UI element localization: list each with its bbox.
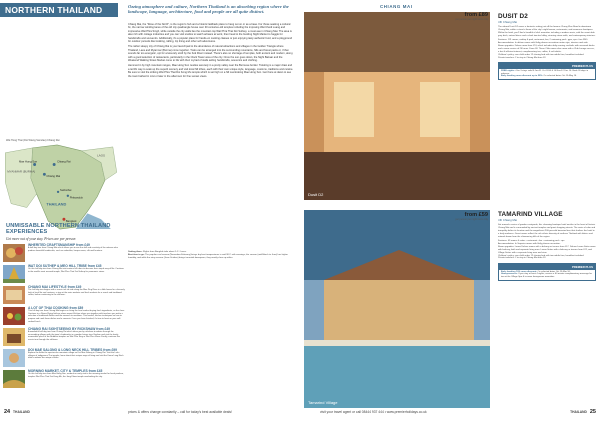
price-from: from £89 <box>464 12 488 18</box>
body-paragraph: Chiang Mai, the "Rose of the North", is the region's hub and a historic laidback place to hang out on or as a base. For those seeking a cultural fix, the narrow winding lanes of the old city quadrangle house over 30 centuries-old temples including the imposing Wat Chedi Luang and impressive Wat Phra Singh, while outside the city walls lies the mountain top Wat Phra That Doi Suthep, a must-see in Chiang Mai. The area is also rich with cottage industries and you can visit studios to watch artisans at work, then head to the bustling Night Market to haggle for handicrafts and souvenirs. Additionally, it's a popular place for hands-on cooking classes or just enjoying tasty authentic food, and a playground for outdoor pursuits like trekking, rafting, zip lining and other soft adventures. <box>128 23 293 44</box>
footer-site: visit your travel agent or call 08444 937 444 • www.premierholidays.co.uk <box>320 410 427 414</box>
region-map <box>2 143 120 231</box>
experience-title: MORNING MARKET, CITY & TEMPLES from £45 <box>28 368 103 373</box>
experience-title: WAT DOI SUTHEP & MEO HILL TRIBE from £45 <box>28 263 102 268</box>
price-note: per person per night room only <box>455 218 488 221</box>
perk-text: On selected dates Oct 15-May 16. <box>543 75 577 78</box>
right-page <box>300 0 600 422</box>
hotel-photo-tamarind <box>304 210 490 408</box>
experience-item <box>0 348 125 368</box>
hotel-photo-dusit <box>304 12 490 200</box>
experience-thumbnail <box>3 328 25 346</box>
intro-text: Ozzing atmosphere and culture, Northern Thailand is an absorbing region where the landscape, language, architecture, food and people are all quite distinct. <box>128 4 289 15</box>
footer-note: prices & offers change constantly – call for today's best available deals! <box>128 410 232 414</box>
page-number: 24 <box>4 409 11 415</box>
price-tag-dusit <box>452 12 488 21</box>
hotel-description: The vibrant Dusit D2 oozes a fantastic setting just off the famous Chang Klan Road in downtown Chiang Mai, within a stone's throw of the city's night bazaar, restaurants, and numerous boutiques. Within the hotel, you'll find a handful of slick amenities including a modern oasis, with the smart dark grey brick, natural decor and a sleek two-tier lobby, stunning stone walls, and contemporary interiors. <box>498 26 596 37</box>
hotel-tamarind <box>498 211 596 281</box>
hotel-private-transfers: Private transfers: 2 to stay in Chiang Mai from £9 <box>498 257 546 260</box>
perks-title: PREMIER PLUS <box>499 63 595 68</box>
hotel-room-upgrades: Room upgrades: Deluxe room from £74, which includes daily evening cocktails with seasonal drinks and a room service of 24 hours. From £8. These Club rooms also come with a Club Lounge access, a fast & efficient internet, complimentary tea, coffee, & soft drinks. <box>498 44 595 53</box>
location-label: CHIANG MAI <box>380 4 413 9</box>
experience-desc: A half day tour from Chiang Mai which allows you to see the skill and creativity of the artisans who produce beautiful handicrafts, such as umbrellas, lacquer ware, silk and furniture. <box>28 246 118 252</box>
hotel-private-transfers: Private transfers: 2 to stay in Chiang Mai from £9 <box>498 56 546 59</box>
map-label-thailand: THAILAND <box>46 201 67 207</box>
experience-thumbnail <box>3 349 25 367</box>
experience-item <box>0 285 125 305</box>
map-label-myanmar: MYANMAR (BURMA) <box>7 169 36 174</box>
location-bar <box>300 4 498 10</box>
experience-title: A LOT OF THAI COOKING from £89 <box>28 305 84 310</box>
perk-text: On selected dates Oct 15-Mar 16. <box>537 270 571 273</box>
map-pin-chiang-rai <box>53 163 56 166</box>
experience-thumbnail <box>3 286 25 304</box>
photo-caption-tamarind: Tamarind Village <box>308 400 338 405</box>
map-label-bangkok: Bangkok <box>65 220 77 224</box>
travel-info-box <box>128 251 294 260</box>
best-time-text: The popular cool season (November-February) brings dry best temperatures in mid 30°C with evenings; the season (mid-March to June) has higher humidity, and while the rainy season (June-October) brings torrential downpours, they mostly clear up within. <box>128 253 288 259</box>
hotel-rating: 4★ Chiang Mai <box>498 218 517 222</box>
hotel-dusit <box>498 13 596 80</box>
body-paragraph: The rather sleepy city of Chiang Rai is your launchpad to the abundance of natural attractions and villages in the Golden Triangle where Thailand, Laos and Myanmar (Burma) come together. Treks can be arranged into the surrounding mountains, hills and forest parks or, if that sounds far too energetic, opt for a leisurely stroll by the Kok River instead. There's also no shortage of temples, both ancient and modern, along with a good selection of restaurants, particularly in the Clock Tower area of the city. Once the sun goes down, the Night Bazaar and the Weekend Walking Street Market come to life with their myriad of stalls selling handicrafts, souvenirs and clothing. <box>128 45 293 63</box>
map-label-phitsanulok: Phitsanulok <box>69 196 83 200</box>
experience-title: INHERITED CRAFTSMANSHIP from £49 <box>28 242 90 247</box>
map-label-chiang-mai: Chiang Mai <box>46 175 61 179</box>
getting-there-label: Getting there: <box>128 251 143 253</box>
perk-text: If you stay at least 4 nights, receive a 60 minute complimentary massage for two at the Village Spa & in-room honeymoon amenities. <box>501 273 592 279</box>
experience-desc: On this half day tour from Mae Hong Son, embark on early visit to the morning market for fresh produce, temples Wat Phra That Doi Kong Mu, the Jong Kham temple overlooking the city. <box>28 372 124 378</box>
price-from: from £59 <box>464 212 488 218</box>
body-paragraph: Hemmed in by high mountain ranges, Mae Hong Son nestles serenely in a pretty valley near the Burmese border. Trekking is a major draw and a terrific way to soak up the superb scenery and visit local hill tribes, each with their own unique style, language, customs, traditions and cuisine. Be sure to visit the striking Wat Phra That Doi Kong Mu temple which is set high on a hill overlooking Mae Hong Son. Get there at dawn to see the town bathed in mist or later in the afternoon for fine sunset views. <box>128 64 294 78</box>
map-pin-phitsanulok <box>67 195 69 197</box>
price-note: per person per night room only <box>455 18 488 21</box>
experience-item <box>0 369 125 389</box>
experience-item <box>0 243 125 263</box>
unmissable-experiences <box>0 223 125 413</box>
section-header <box>0 3 118 17</box>
hotel-accommodation: Accommodation: In deluxe rooms with flatly plasma recreation-center-stye, interiors and safe. <box>498 42 589 45</box>
map-label-sukhothai: Sukhothai <box>60 188 72 192</box>
experience-title: DOI MAE SALONG & LONG NECK HILL TRIBES from £99 <box>28 347 117 352</box>
price-tag-tamarind <box>452 212 488 221</box>
hotel-children-policy: Children's policy: one child under 12 sharing bed with two adults free, breakfast included. <box>498 53 585 56</box>
experience-item <box>0 306 125 326</box>
right-footer <box>570 409 596 415</box>
hotel-children-policy: Children's policy: one child under 12 sharing bed with two adults free, breakfast included. <box>498 254 585 257</box>
experience-thumbnail <box>3 370 25 388</box>
premier-plus-box <box>498 263 596 281</box>
hotel-description: Set around a series of garden courtyards, this charming boutique hotel nestles in the heart of historic Chiang Mai and is surrounded by ancient temples and great shopping streets. The oasis of calm and tranquility belies its location and the magnificent 200-year-old tamarind tree that shelters the hotel in a leafy embrace. Guest rooms reflect the rich ethnic diversity of northern Thailand with fabrics and artwork drawn from the shimmering hills of the region. <box>498 224 596 238</box>
best-time-label: Best time to go: <box>128 253 145 256</box>
page-number: 25 <box>589 409 596 415</box>
experience-item <box>0 264 125 284</box>
map-label-laos: LAOS <box>97 153 105 158</box>
perk-text: 4 for 3 stays valid 6 Jan-31 Oct 2016 & 10 Nov-12 Dec 16. Book 30 days in advance. <box>501 69 589 75</box>
hotel-accommodation: Accommodation: In Superior rooms with flatly plasma recreation. <box>498 242 561 245</box>
map-label-chiang-rai: Chiang Rai <box>57 160 71 164</box>
hotel-rating: 4★ Chiang Mai <box>498 20 517 24</box>
experiences-subtitle: Get more out of your stay. Prices are per person <box>6 236 76 241</box>
experience-desc: This full day tour from Chiang Mai begins as hiring the local market buying fresh ingredients, so the class. Continue to a Roses Flying kitchen where expert Kitchen where you together with teachers you make a selection of traditional dishes and the answers to mealtime. This market, kitchen techniques on how to prepare and cook these dishes and a souvenir. Once you have finished, it's time to feast on your self-cooked lunch. <box>28 309 125 323</box>
perk-label: Early booking room discount up to 20%: <box>501 75 543 78</box>
experience-title: CHIANG MAI LIFESTYLE from £49 <box>28 284 82 289</box>
footer-section: THAILAND <box>13 410 30 414</box>
body-column <box>128 23 294 78</box>
hotel-features: Features: 131 rooms, rooftop & pool, restaurant, bar, 2 swimming pool • gym, spa • free WiFi <box>498 39 588 42</box>
page-title: NORTHERN THAILAND <box>5 5 103 15</box>
map-label-mae-hong-son: Mae Hong Son <box>18 160 38 164</box>
hotel-features: Features: 45 rooms & suites • restaurant • bar • swimming pool • spa <box>498 240 565 243</box>
perks-title: PREMIER PLUS <box>499 264 595 269</box>
hotel-room-upgrades: Room upgrades: Lanna Deluxe rooms with a balcony or terrace from £17. Deluxe Lanna Suite rooms with balcony, bath and separate living area. Lanna Suites with a balcony or terrace from £22, and Village Suites with a separate living area and view. <box>498 245 596 254</box>
hotel-name: TAMARIND VILLAGE <box>498 211 563 218</box>
left-footer <box>4 409 30 415</box>
experiences-title: UNMISSABLE NORTHERN THAILAND EXPERIENCES <box>6 223 111 236</box>
perk-label: Early booking 10% room discount: <box>501 270 537 273</box>
photo-caption-dusit: Dusit D2 <box>308 192 324 197</box>
experience-title: CHIANG RAI SIGHTSEEING BY RICKSHAW from £49 <box>28 326 111 331</box>
experience-desc: The half day tour begins with a scenic tuk tuk ride along the Mae Ping River in a little house for a leisurely look at local life and customs, a stop at the main markets and fresh markets for a snack and traditional coffee, before continuing to the old town. <box>28 288 125 297</box>
experience-desc: On this half day tour from Chiang Mai visit various hill tribes to discover their simple way of life. Continue to the world's most revered temple, Wat Phra That Doi Suthep for panoramic views. <box>28 267 124 273</box>
map-pin-sukhothai <box>57 191 59 193</box>
experience-thumbnail <box>3 265 25 283</box>
perk-label: FREE nights: <box>501 69 515 72</box>
experience-item <box>0 327 125 347</box>
perk-label: Honeymooners: <box>501 273 518 276</box>
getting-there-text: Flights from Bangkok take about 1-1½ hours. <box>142 251 187 253</box>
footer-section: THAILAND <box>570 410 587 414</box>
experience-desc: Explore the fields the spectacular mountain village on Doi Mae Salong in Chiang Rai. Visit the Lahu villages of indigenous Thai people, learn about their unique ways of living and visit the Karen Long Neck tribe to admire the unique culture. <box>28 351 124 360</box>
map-caption: Wat Hong Thai (Doi Wiang Samdao) Chiang Rai <box>6 139 60 142</box>
experience-thumbnail <box>3 307 25 325</box>
experience-thumbnail <box>3 244 25 262</box>
experience-desc: A wonderful half day tour from Chiang Rai which takes you by rickshaw to admire through the surrounding villages with the town's landmarks in a garden leisure tour. Explore and visit the lovely memorable place of the Buddhist temples as Wat Phra Sing or Wat Phra Kaew. Finally, continue this scenic tour through the old town. <box>28 330 120 342</box>
hotel-name: DUSIT D2 <box>498 13 528 20</box>
premier-plus-box <box>498 62 596 80</box>
